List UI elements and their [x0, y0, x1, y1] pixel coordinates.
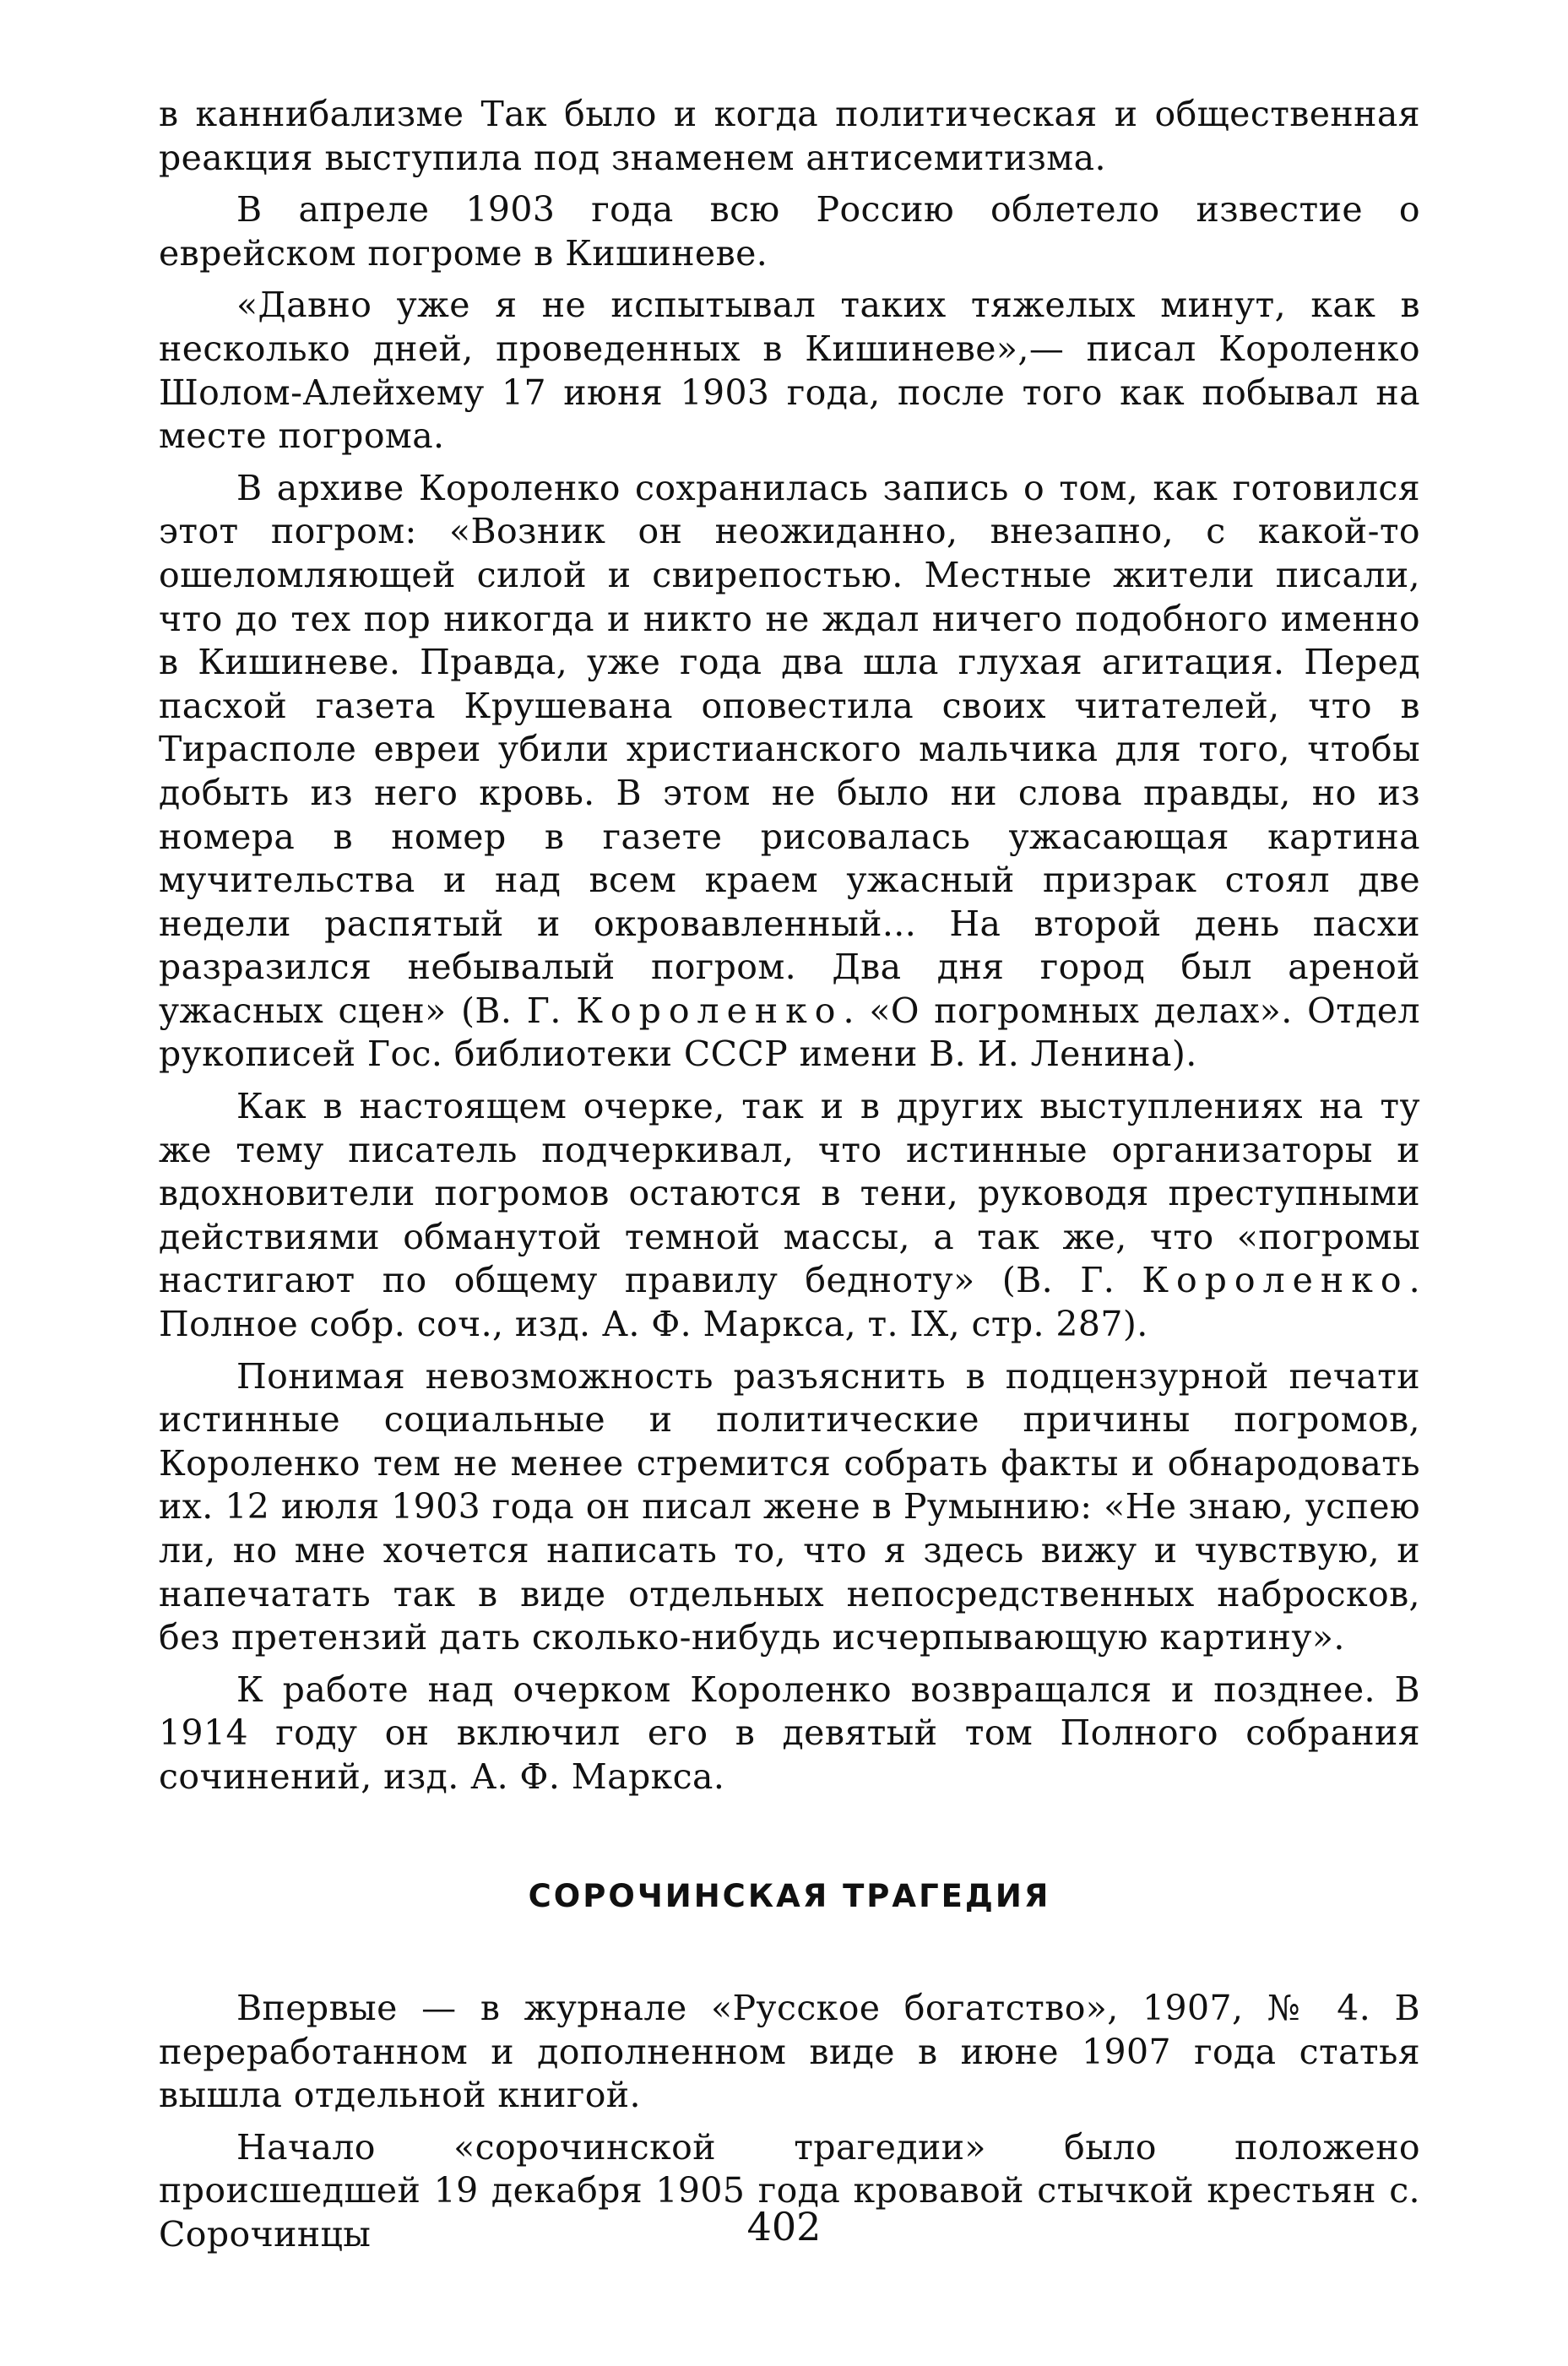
paragraph-organizers-text: Как в настоящем очерке, так и в других выступлениях на ту же тему писатель подчеркивал, что истинные организаторы и вдохновители погромов остаются в тени, руководя преступными действиями обманутой темной массы, а так же, что «погромы настигают по общему правилу бедноту» (В. Г.	[159, 1086, 1420, 1301]
section-title: СОРОЧИНСКАЯ ТРАГЕДИЯ	[528, 1878, 1051, 1914]
author-name-spaced: Короленко	[576, 990, 844, 1031]
paragraph-kishinev-news: В апреле 1903 года всю Россию облетело известие о еврейском погроме в Кишиневе.	[159, 189, 1420, 274]
main-text-block	[159, 93, 1420, 1799]
paragraph-archive-record	[159, 467, 1420, 1077]
author-name-spaced: Короленко	[1142, 1260, 1409, 1301]
paragraph-archive-citation: . «О погромных делах». Отдел рукописей Гос. библиотеки СССР имени В. И. Ленина).	[159, 990, 1421, 1075]
paragraph-korolenko-letter: «Давно уже я не испытывал таких тяжелых минут, как в несколько дней, проведенных в Кишиневе»,— писал Короленко Шолом-Алейхему 17 июня 1903 года, после того как побывал на месте погрома.	[159, 285, 1420, 457]
paragraph-sorochintsy-beginning: Начало «сорочинской трагедии» было положено происшедшей 19 декабря 1905 года кровавой стычкой крестьян с. Сорочинцы	[159, 2126, 1420, 2255]
paragraph-first-published: Впервые — в журнале «Русское богатство», 1907, № 4. В переработанном и дополненном виде в июне 1907 года статья вышла отдельной книгой.	[159, 1988, 1420, 2116]
paragraph-gap	[159, 1077, 1420, 1085]
paragraph-pogrom-organizers	[159, 1085, 1420, 1347]
paragraph-archive-text: В архиве Короленко сохранилась запись о том, как готовился этот погром: «Возник он неожиданно, внезапно, с какой-то ошеломляющей силой и свирепостью. Местные жители писали, что до тех пор никогда и никто не ждал ничего подобного именно в Кишиневе. Правда, уже года два шла глухая агитация. Перед пасхой газета Крушевана оповестила своих читателей, что в Тирасполе евреи убили христианского мальчика для того, чтобы добыть из него кровь. В этом не было ни слова правды, но из номера в номер в газете рисовалась ужасающая картина мучительства и над всем краем ужасный призрак стоял две недели распятый и окровавленный... На второй день пасхи разразился небывалый погром. Два дня город был ареной ужасных сцен» (В. Г.	[159, 467, 1420, 1031]
paragraph-cannibalism: в каннибализме Так было и когда политическая и общественная реакция выступила под знаменем антисемитизма.	[159, 94, 1420, 178]
paragraph-later-work: К работе над очерком Короленко возвращался и позднее. В 1914 году он включил его в девятый том Полного собрания сочинений, изд. А. Ф. Маркса.	[159, 1669, 1420, 1797]
paragraph-gap	[159, 459, 1420, 467]
paragraph-gap	[159, 1660, 1420, 1669]
paragraph-gap	[159, 275, 1420, 284]
paragraph-gap	[159, 1347, 1420, 1355]
paragraph-gap	[159, 2118, 1420, 2126]
paragraph-organizers-citation: . Полное собр. соч., изд. А. Ф. Маркса, т. IX, стр. 287).	[159, 1260, 1420, 1345]
paragraph-censorship: Понимая невозможность разъяснить в подцензурной печати истинные социальные и политические причины погромов, Короленко тем не менее стремится собрать факты и обнародовать их. 12 июля 1903 года он писал жене в Румынию: «Не знаю, успею ли, но мне хочется написать то, что я здесь вижу и чувствую, и напечатать так в виде отдельных непосредственных набросков, без претензий дать сколько-нибудь исчерпывающую картину».	[159, 1355, 1420, 1658]
page-number: 402	[746, 2204, 822, 2249]
paragraph-gap	[159, 180, 1420, 188]
